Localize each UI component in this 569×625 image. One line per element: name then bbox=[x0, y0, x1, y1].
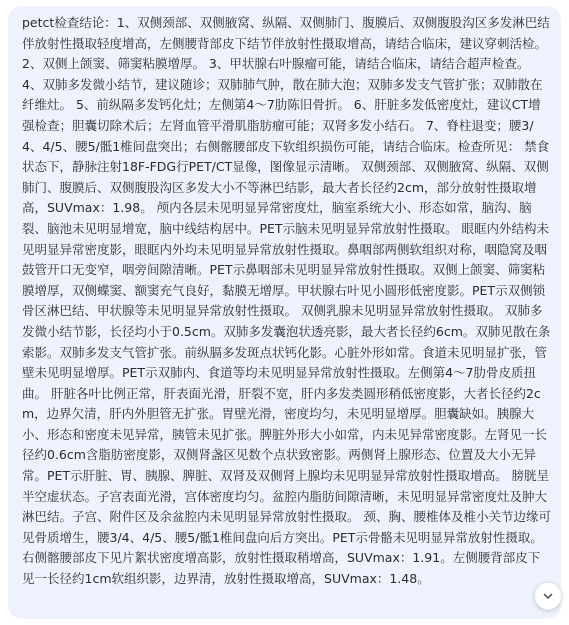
message-text: petct检查结论：1、双侧颈部、双侧腋窝、纵隔、双侧肺门、腹膜后、双侧腹股沟区多发淋巴结伴放射性摄取轻度增高，左侧腰背部皮下结节伴放射性摄取增高，请结合临床，建议穿刺活检。 2、双侧上颌窦、筛窦粘膜增厚。 3、甲状腺右叶腺瘤可能，请结合临床，请结合超声检查。 4、双肺多发微小结节，建议随诊；双肺肺气肿，散在肺大泡；双肺多发支气管扩张；双肺散在纤维灶。 5、前纵隔多发钙化灶；左侧第4～7肋陈旧骨折。 6、肝脏多发低密度灶，建议CT增强检查；胆囊切除术后；左肾血管平滑肌脂肪瘤可能；双肾多发小结石。 7、脊柱退变；腰3/4、4/5、腰5/骶1椎间盘突出；右侧髂腰部皮下软组织损伤可能，请结合临床。检查所见： 禁食状态下，静脉注射18F-FDG行PET/CT显像，图像显示清晰。 双侧颈部、双侧腋窝、纵隔、双侧肺门、腹膜后、双侧腹股沟区多发大小不等淋巴结影，最大者长径约2cm，部分放射性摄取增高，SUVmax：1.98。 颅内各层未见明显异常密度灶，脑室系统大小、形态如常，脑沟、脑裂、脑池未见明显增宽，脑中线结构居中。PET示脑未见明显异常放射性摄取。 眼眶内外结构未见明显异常密度影，眼眶内外均未见明显异常放射性摄取。鼻咽部两侧软组织对称，咽隐窝及咽鼓管开口无变窄，咽旁间隙清晰。PET示鼻咽部未见明显异常放射性摄取。双侧上颌窦、筛窦粘膜增厚，双侧蝶窦、额窦充气良好，黏膜无增厚。甲状腺右叶见小圆形低密度影。PET示双侧锁骨区淋巴结、甲状腺等未见明显异常放射性摄取。 双侧乳腺未见明显异常放射性摄取。 双肺多发微小结节影，长径均小于0.5cm。双肺多发囊泡状透亮影，最大者长径约6cm。双肺见散在条索影。双肺多发支气管扩张。前纵膈多发斑点状钙化影。心脏外形如常。食道未见明显扩张，管壁未见明显增厚。PET示双肺内、食道等均未见明显异常放射性摄取。左侧第4～7肋骨皮质扭曲。 肝脏各叶比例正常，肝表面光滑，肝裂不宽，肝内多发类圆形稍低密度影，大者长径约2cm，边界欠清，肝内外胆管无扩张。胃壁光滑，密度均匀，未见明显增厚。胆囊缺如。胰腺大小、形态和密度未见异常，胰管未见扩张。脾脏外形大小如常，内未见异常密度影。左肾见一长径约0.6cm含脂肪密度影，双侧肾盏区见数个点状致密影。两侧肾上腺形态、位置及大小无异常。PET示肝脏、胃、胰腺、脾脏、双肾及双侧肾上腺均未见明显异常放射性摄取增高。 膀胱呈半空虚状态。子宫表面光滑，宫体密度均匀。盆腔内脂肪间隙清晰，未见明显异常密度灶及肿大淋巴结。子宫、附件区及余盆腔内未见明显异常放射性摄取。 颈、胸、腰椎体及椎小关节边缘可见骨质增生，腰3/4、4/5、腰5/骶1椎间盘向后方突出。PET示骨骼未见明显异常放射性摄取。右侧髂腰部皮下见片絮状密度增高影，放射性摄取稍增高，SUVmax：1.91。左侧腰背部皮下见一长径约1cm软组织影，边界清，放射性摄取增高，SUVmax：1.48。 bbox=[22, 15, 551, 587]
scroll-to-bottom-button[interactable] bbox=[534, 582, 562, 610]
chevron-down-icon bbox=[542, 590, 554, 602]
message-bubble bbox=[8, 6, 561, 619]
